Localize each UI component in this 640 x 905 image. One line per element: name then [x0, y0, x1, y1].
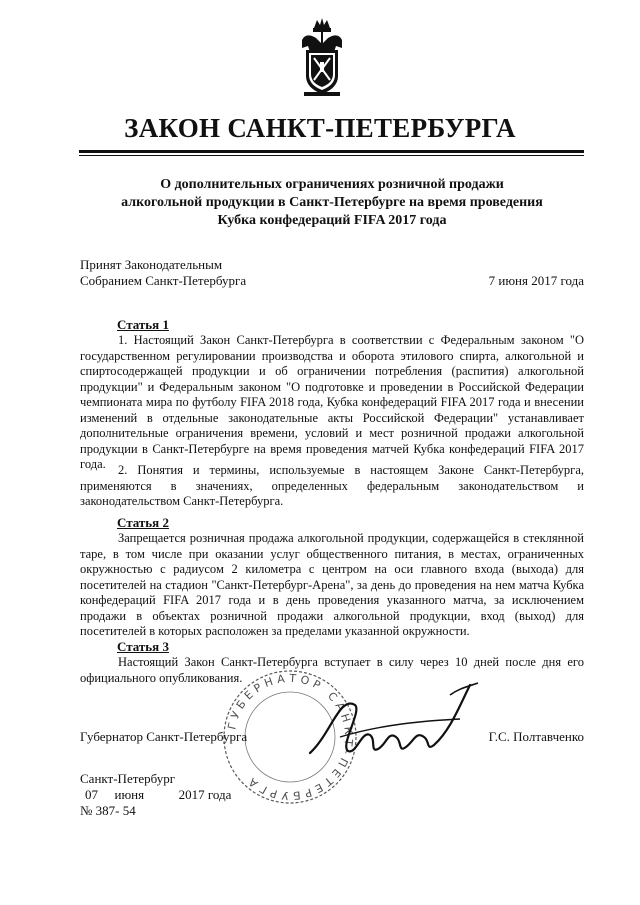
signing-day: 07 — [85, 787, 98, 802]
signing-month: июня — [114, 787, 145, 802]
article-1-paragraph-2: 2. Понятия и термины, используемые в настоящем Законе Санкт-Петербурга, применяются в значениях, определенных федеральным законодательством и законодательством Санкт-Петербурга. — [80, 463, 584, 508]
article-2-paragraph: Запрещается розничная продажа алкогольной продукции, содержащейся в стеклянной таре, в том числе при оказании услуг общественного питания, в местах, ограниченных окружностью с радиусом 2 километра с центром на оси главного входа (выхода) для посетителей на стадион "Санкт-Петербург-Арена", за день до проведения на нем матча Кубка конфедераций FIFA 2017 года и в день проведения указанного матча, за исключением продажи в объектах розничной продажи алкогольной продукции, вход (выход) для посетителей в которых расположен за пределами указанной окружности. — [80, 531, 584, 638]
signing-date — [85, 787, 231, 803]
adoption-line: Принят Законодательным — [80, 257, 223, 272]
signatory-name: Г.С. Полтавченко — [488, 729, 584, 744]
subject-line: О дополнительных ограничениях розничной продажи — [160, 177, 504, 192]
adoption-date: 7 июня 2017 года — [488, 273, 584, 288]
handwritten-signature — [300, 675, 490, 785]
subject-line: алкогольной продукции в Санкт-Петербурге на время проведения — [121, 195, 543, 210]
adoption-body — [80, 257, 246, 289]
article-1-paragraph-1: 1. Настоящий Закон Санкт-Петербурга в соответствии с Федеральным законом "О государственном регулировании производства и оборота этилового спирта, алкогольной и спиртосодержащей продукции и об ограничении потребления (распития) алкогольной продукции" и Федеральным законом "О подготовке и проведении в Российской Федерации чемпионата мира по футболу FIFA 2018 года, Кубка конфедераций FIFA 2017 года и внесении изменений в отдельные законодательные акты Российской Федерации" устанавливает дополнительные ограничения времени, условий и мест розничной продажи алкогольной продукции в Санкт-Петербурге на время проведения матчей Кубка конфедераций FIFA 2017 года. — [80, 333, 584, 471]
coat-of-arms-icon — [298, 18, 346, 98]
seal-text: ГУБЕРНАТОР САНКТ-ПЕТЕРБУРГА — [225, 671, 356, 803]
law-title: ЗАКОН САНКТ-ПЕТЕРБУРГА — [124, 113, 516, 143]
signing-year: 2017 года — [178, 787, 232, 802]
signing-city: Санкт-Петербург — [80, 771, 176, 786]
adoption-line: Собранием Санкт-Петербурга — [80, 273, 247, 288]
title-rule-thick — [79, 150, 584, 153]
article-3-paragraph: Настоящий Закон Санкт-Петербурга вступает в силу через 10 дней после дня его официального опубликования. — [80, 655, 584, 685]
law-subject — [80, 176, 584, 230]
law-number: № 387- 54 — [80, 803, 136, 818]
article-1-heading: Статья 1 — [117, 317, 169, 332]
title-rule-thin — [79, 155, 584, 156]
article-3-heading: Статья 3 — [117, 639, 169, 654]
subject-line: Кубка конфедераций FIFA 2017 года — [217, 213, 447, 228]
signatory-role: Губернатор Санкт-Петербурга — [80, 729, 248, 744]
article-2-heading: Статья 2 — [117, 515, 169, 530]
